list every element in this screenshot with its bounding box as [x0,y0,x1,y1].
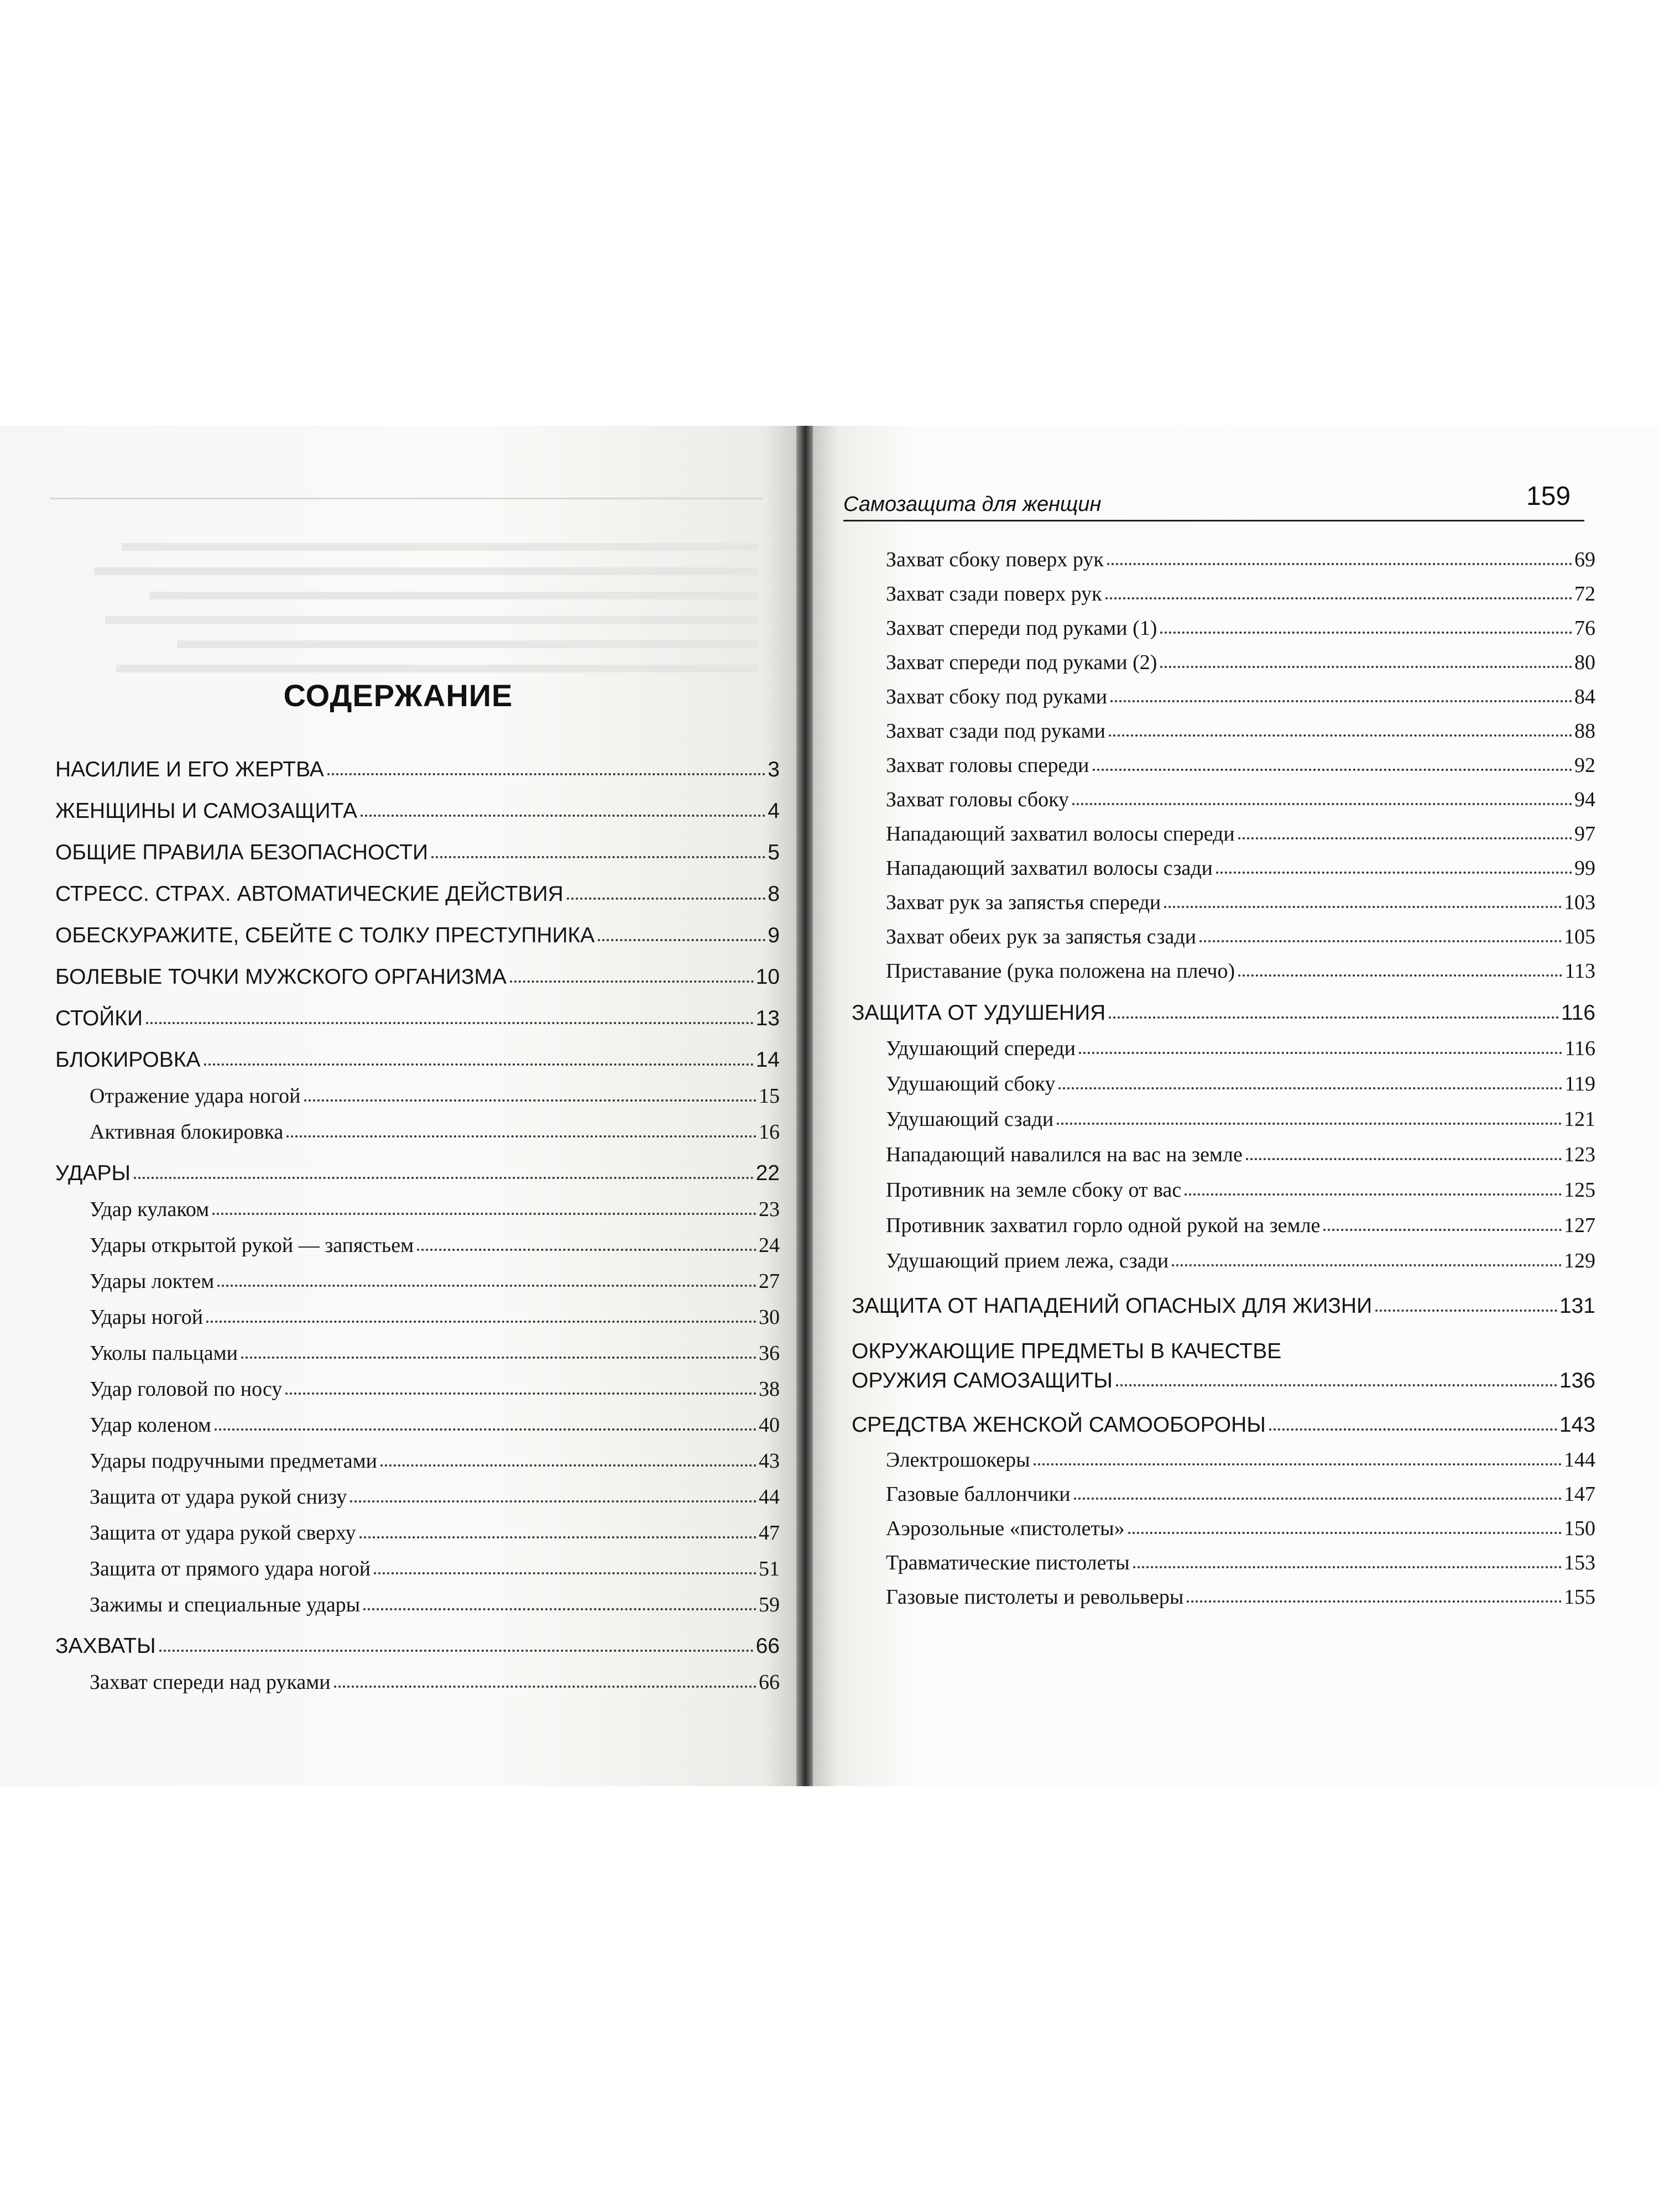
toc-entry-label: Захват сзади поверх рук [886,582,1102,606]
toc-entry-label: Захват сбоку под руками [886,685,1108,708]
toc-chapter-entry [852,1369,1595,1393]
toc-entry-label: Уколы пальцами [90,1342,238,1365]
leader-dots [1164,906,1562,908]
leader-dots [212,1213,757,1215]
toc-entry-label: Газовые баллончики [886,1483,1071,1506]
leader-dots [159,1650,754,1652]
toc-entry-label: Захват сзади под руками [886,719,1105,743]
toc-entry-label: Удушающий сбоку [886,1072,1056,1095]
toc-entry-label: Захват спереди над руками [90,1671,331,1694]
leader-dots [286,1135,757,1138]
toc-entry-page: 36 [759,1342,780,1365]
toc-entry-label: Газовые пистолеты и револьверы [886,1585,1184,1609]
toc-entry-label: Захват головы спереди [886,754,1089,777]
toc-chapter-entry [55,841,780,865]
toc-entry-label: Удар коленом [90,1413,211,1437]
toc-entry-label: Удушающий прием лежа, сзади [886,1249,1169,1272]
left-page-header-rule [50,498,763,499]
toc-chapter-entry [55,965,780,989]
leader-dots [361,815,765,817]
toc-entry-label: БОЛЕВЫЕ ТОЧКИ МУЖСКОГО ОРГАНИЗМА [55,965,507,989]
leader-dots [204,1063,754,1066]
toc-entry-label: Захват спереди под руками (1) [886,617,1157,640]
toc-chapter-entry [852,1001,1595,1025]
toc-entry-label: Удар кулаком [90,1198,210,1221]
leader-dots [1034,1463,1562,1465]
toc-entry-page: 51 [759,1557,780,1580]
toc-entry-label: СТОЙКИ [55,1006,143,1030]
leader-dots [1093,769,1572,771]
toc-section-entry [852,1585,1595,1609]
toc-entry-page: 143 [1559,1413,1595,1437]
leader-dots [1109,734,1572,737]
toc-entry-page: 3 [768,758,780,781]
toc-section-entry [55,1341,780,1365]
toc-chapter-entry [852,1294,1595,1318]
toc-entry-label: УДАРЫ [55,1161,131,1185]
toc-section-entry [55,1413,780,1437]
toc-section-entry [852,1142,1595,1167]
toc-entry-label: Защита от удара рукой сверху [90,1521,356,1545]
toc-section-entry [852,1107,1595,1131]
leader-dots [285,1392,757,1395]
toc-entry-label: Электрошокеры [886,1448,1030,1472]
toc-section-entry [55,1521,780,1545]
toc-section-entry [852,650,1595,675]
toc-section-entry [55,1233,780,1258]
toc-entry-label: Удар головой по носу [90,1378,283,1401]
leader-dots [215,1428,757,1431]
toc-entry-label: Защита от прямого удара ногой [90,1557,371,1580]
toc-chapter-entry [55,799,780,823]
toc-entry-label: Отражение удара ногой [90,1084,301,1108]
leader-dots [431,856,765,858]
leader-dots [1172,1264,1562,1266]
toc-chapter-entry [55,1006,780,1031]
toc-section-entry [852,1213,1595,1238]
leader-dots [1110,700,1572,702]
toc-entry-label: Защита от удара рукой снизу [90,1485,347,1509]
left-page [0,426,796,1786]
toc-section-entry [852,1249,1595,1273]
toc-entry-page: 129 [1564,1249,1595,1272]
leader-dots [1199,940,1562,942]
leader-dots [363,1608,757,1610]
toc-entry-label: ЗАЩИТА ОТ НАПАДЕНИЙ ОПАСНЫХ ДЛЯ ЖИЗНИ [852,1294,1373,1318]
toc-chapter-entry [55,1634,780,1658]
toc-entry-page: 123 [1564,1143,1595,1166]
toc-section-entry [852,753,1595,778]
toc-section-entry [55,1557,780,1581]
toc-entry-page: 43 [759,1449,780,1473]
leader-dots [1109,1016,1559,1019]
toc-chapter-entry [55,758,780,782]
leader-dots [598,939,765,941]
toc-entry-page: 113 [1564,959,1595,983]
toc-entry-label: Удушающий сзади [886,1108,1054,1131]
toc-section-entry [852,1178,1595,1202]
toc-entry-page: 69 [1574,548,1595,571]
toc-section-entry [852,582,1595,606]
toc-entry-page: 136 [1559,1369,1595,1392]
leader-dots [1246,1158,1562,1160]
toc-section-entry [852,822,1595,846]
toc-entry-label: ЗАЩИТА ОТ УДУШЕНИЯ [852,1001,1106,1025]
toc-entry-page: 84 [1574,685,1595,708]
leader-dots [1128,1532,1562,1534]
toc-entry-page: 105 [1564,925,1595,948]
toc-entry-page: 40 [759,1413,780,1437]
leader-dots [304,1099,757,1102]
book-gutter [796,426,813,1786]
leader-dots [1187,1600,1562,1603]
leader-dots [1375,1310,1557,1312]
leader-dots [1160,666,1572,668]
toc-section-entry [55,1593,780,1617]
toc-entry-label: Удары ногой [90,1306,204,1329]
toc-entry-page: 22 [755,1161,780,1185]
leader-dots [510,980,754,983]
toc-entry-label: НАСИЛИЕ И ЕГО ЖЕРТВА [55,758,324,781]
toc-section-entry [852,547,1595,572]
toc-section-entry [55,1670,780,1694]
leader-dots [1058,1087,1562,1089]
toc-entry-label: Удары подручными предметами [90,1449,378,1473]
leader-dots [217,1285,757,1287]
toc-entry-page: 119 [1564,1072,1595,1095]
toc-entry-page: 147 [1564,1483,1595,1506]
toc-entry-page: 127 [1564,1214,1595,1237]
toc-section-entry [852,1482,1595,1506]
leader-dots [1269,1428,1557,1431]
toc-entry-page: 15 [759,1084,780,1108]
toc-chapter-entry [55,924,780,948]
toc-entry-page: 92 [1574,754,1595,777]
leader-dots [1323,1229,1562,1231]
toc-section-entry [852,925,1595,949]
toc-entry-label: БЛОКИРОВКА [55,1048,201,1072]
page-number: 159 [1526,482,1571,511]
toc-entry-page: 10 [755,965,780,989]
toc-section-entry [852,1448,1595,1472]
toc-section-entry [852,1072,1595,1096]
toc-entry-label: Аэрозольные «пистолеты» [886,1517,1125,1540]
toc-section-entry [852,1551,1595,1575]
toc-section-entry [55,1305,780,1329]
toc-section-entry [55,1377,780,1401]
toc-entry-page: 8 [768,882,780,906]
running-header [843,487,1584,521]
leader-dots [206,1321,757,1323]
toc-section-entry [55,1120,780,1144]
leader-dots [1079,1052,1562,1054]
toc-entry-page: 47 [759,1521,780,1545]
right-page [813,426,1659,1786]
toc-entry-page: 121 [1564,1108,1595,1131]
leader-dots [1185,1193,1562,1196]
toc-entry-label: Нападающий навалился на вас на земле [886,1143,1243,1166]
toc-entry-page: 131 [1559,1294,1595,1318]
toc-entry-label: Захват обеих рук за запястья сзади [886,925,1197,948]
leader-dots [1057,1123,1562,1125]
leader-dots [350,1500,757,1503]
toc-section-entry [852,890,1595,915]
toc-chapter-entry [55,882,780,906]
toc-entry-label: Нападающий захватил волосы спереди [886,822,1235,846]
leader-dots [241,1357,757,1359]
toc-entry-label: Удары локтем [90,1270,215,1293]
leader-dots [417,1249,757,1251]
toc-section-entry [55,1197,780,1222]
toc-entry-label: Травматические пистолеты [886,1551,1130,1574]
toc-section-entry [852,787,1595,812]
toc-entry-page: 94 [1574,788,1595,811]
leader-dots [146,1022,754,1024]
toc-entry-label: Приставание (рука положена на плечо) [886,959,1235,983]
toc-entry-page: 23 [759,1198,780,1221]
toc-entry-label: Удушающий спереди [886,1037,1076,1060]
toc-entry-page: 14 [755,1048,780,1072]
toc-entry-label: Захват головы сбоку [886,788,1069,811]
leader-dots [134,1177,754,1179]
leader-dots [380,1464,757,1467]
leader-dots [1238,837,1572,839]
toc-entry-page: 9 [768,924,780,947]
toc-entry-label: Противник захватил горло одной рукой на земле [886,1214,1321,1237]
toc-entry-page: 44 [759,1485,780,1509]
toc-entry-label: ОБЕСКУРАЖИТЕ, СБЕЙТЕ С ТОЛКУ ПРЕСТУПНИКА [55,924,595,947]
toc-entry-page: 125 [1564,1178,1595,1202]
toc-entry-page: 150 [1564,1517,1595,1540]
toc-section-entry [852,1516,1595,1541]
toc-entry-label: ОРУЖИЯ САМОЗАЩИТЫ [852,1369,1113,1392]
toc-section-entry [852,616,1595,640]
book-spread [0,426,1659,1786]
toc-entry-page: 30 [759,1306,780,1329]
toc-entry-label: Захват рук за запястья спереди [886,891,1161,914]
toc-entry-page: 153 [1564,1551,1595,1574]
leader-dots [374,1572,757,1574]
toc-entry-label: Активная блокировка [90,1120,284,1144]
leader-dots [359,1536,757,1538]
leader-dots [334,1686,757,1688]
leader-dots [1216,872,1572,874]
toc-entry-label: ОКРУЖАЮЩИЕ ПРЕДМЕТЫ В КАЧЕСТВЕ [852,1339,1282,1363]
toc-section-entry [55,1449,780,1473]
toc-entry-page: 66 [755,1634,780,1658]
toc-title: СОДЕРЖАНИЕ [283,678,513,713]
toc-entry-page: 76 [1574,617,1595,640]
toc-entry-label: Захват спереди под руками (2) [886,651,1157,674]
leader-dots [1160,632,1572,634]
toc-entry-page: 72 [1574,582,1595,606]
leader-dots [1116,1384,1557,1386]
toc-entry-page: 116 [1564,1037,1595,1060]
bleed-through-texture [66,531,758,752]
leader-dots [1074,1498,1562,1500]
leader-dots [1133,1566,1562,1568]
leader-dots [1072,803,1572,805]
toc-entry-page: 116 [1561,1001,1595,1025]
toc-entry-page: 24 [759,1234,780,1257]
toc-chapter-entry [55,1048,780,1072]
leader-dots [1238,974,1562,977]
toc-entry-page: 38 [759,1378,780,1401]
toc-section-entry [852,959,1595,983]
toc-entry-page: 103 [1564,891,1595,914]
toc-entry-label: ЖЕНЩИНЫ И САМОЗАЩИТА [55,799,358,823]
toc-chapter-entry [852,1339,1595,1364]
toc-chapter-entry [55,1161,780,1186]
toc-section-entry [852,719,1595,743]
toc-entry-label: СТРЕСС. СТРАХ. АВТОМАТИЧЕСКИЕ ДЕЙСТВИЯ [55,882,564,906]
leader-dots [1105,597,1572,599]
toc-entry-page: 80 [1574,651,1595,674]
toc-entry-page: 13 [755,1006,780,1030]
toc-entry-page: 4 [768,799,780,823]
toc-section-entry [852,685,1595,709]
toc-entry-page: 99 [1574,857,1595,880]
toc-section-entry [852,1036,1595,1061]
toc-entry-page: 5 [768,841,780,864]
toc-entry-page: 27 [759,1270,780,1293]
toc-entry-label: Удары открытой рукой — запястьем [90,1234,414,1257]
toc-entry-page: 155 [1564,1585,1595,1609]
toc-entry-label: СРЕДСТВА ЖЕНСКОЙ САМООБОРОНЫ [852,1413,1266,1437]
running-title: Самозащита для женщин [843,493,1102,516]
toc-entry-label: Нападающий захватил волосы сзади [886,857,1213,880]
toc-chapter-entry [852,1413,1595,1437]
leader-dots [327,773,765,775]
toc-section-entry [55,1269,780,1293]
toc-entry-label: ЗАХВАТЫ [55,1634,156,1658]
toc-entry-page: 16 [759,1120,780,1144]
toc-entry-label: Захват сбоку поверх рук [886,548,1104,571]
toc-entry-page: 59 [759,1593,780,1616]
toc-entry-page: 66 [759,1671,780,1694]
leader-dots [567,898,766,900]
toc-section-entry [852,856,1595,880]
toc-entry-label: Зажимы и специальные удары [90,1593,361,1616]
toc-section-entry [55,1084,780,1108]
toc-entry-label: ОБЩИЕ ПРАВИЛА БЕЗОПАСНОСТИ [55,841,429,864]
toc-section-entry [55,1485,780,1509]
toc-entry-page: 144 [1564,1448,1595,1472]
toc-entry-label: Противник на земле сбоку от вас [886,1178,1182,1202]
leader-dots [1107,563,1572,565]
toc-entry-page: 97 [1574,822,1595,846]
toc-entry-page: 88 [1574,719,1595,743]
